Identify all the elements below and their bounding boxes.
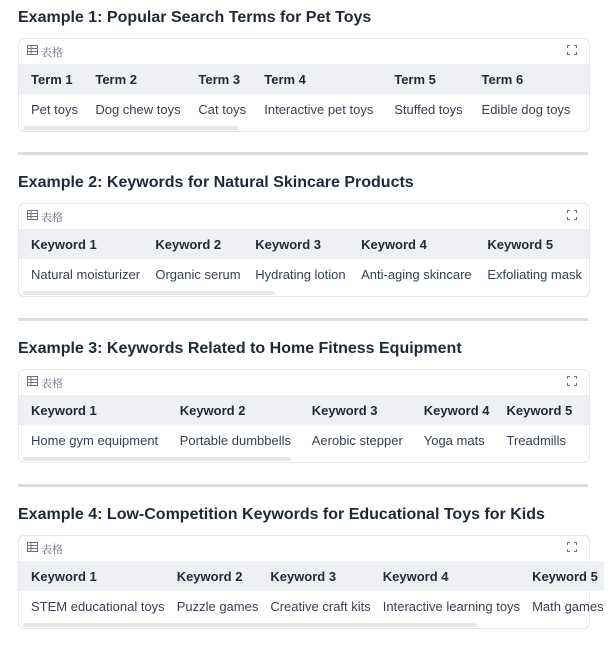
- scrollbar-thumb[interactable]: [23, 457, 291, 461]
- data-table: [19, 229, 589, 290]
- column-header: Keyword 3: [270, 568, 337, 584]
- table-row: [19, 259, 589, 290]
- column-header: Term 3: [198, 71, 241, 87]
- table-toolbar: [19, 204, 589, 229]
- column-header: Keyword 1: [31, 236, 97, 252]
- section: [18, 321, 594, 487]
- column-header: Keyword 4: [382, 568, 449, 584]
- table-cell: Puzzle games: [176, 599, 259, 614]
- table-cell: Aerobic stepper: [311, 433, 403, 448]
- horizontal-scrollbar[interactable]: [19, 622, 589, 629]
- table-cell: Pet toys: [31, 102, 78, 117]
- table-cell: Anti-aging skincare: [361, 267, 472, 282]
- header-row: [19, 395, 589, 425]
- table-toolbar: [19, 536, 589, 561]
- table-cell: Organic serum: [155, 267, 241, 282]
- table-icon: [27, 45, 38, 58]
- column-header: Term 5: [394, 71, 436, 87]
- column-header: Keyword 3: [311, 402, 378, 418]
- table-row: [19, 425, 589, 456]
- table-toolbar: [19, 39, 589, 64]
- expand-icon[interactable]: [567, 210, 577, 223]
- table-card: [18, 38, 590, 132]
- table-cell: Cat toys: [198, 102, 247, 117]
- table-row: [19, 591, 604, 622]
- column-header: Term 1: [31, 71, 73, 87]
- scrollbar-thumb[interactable]: [23, 291, 275, 295]
- expand-icon[interactable]: [567, 376, 577, 389]
- table-card: [18, 203, 590, 297]
- scrollbar-thumb[interactable]: [23, 126, 239, 130]
- column-header: Keyword 2: [179, 402, 246, 418]
- table-cell: Math games: [532, 599, 604, 614]
- column-header: Term 6: [481, 71, 524, 87]
- horizontal-scrollbar[interactable]: [19, 456, 589, 463]
- expand-icon[interactable]: [567, 542, 577, 555]
- expand-icon[interactable]: [567, 45, 577, 58]
- table-cell: Yoga mats: [423, 433, 485, 448]
- column-header: Keyword 1: [31, 568, 97, 584]
- table-cell: Interactive pet toys: [264, 102, 374, 117]
- data-table: [19, 395, 589, 456]
- section: [18, 155, 594, 321]
- table-card: [18, 369, 590, 463]
- column-header: Keyword 2: [155, 236, 222, 252]
- table-icon: [27, 376, 38, 389]
- table-icon: [27, 210, 38, 223]
- table-cell: Interactive learning toys: [382, 599, 521, 614]
- table-label: 表格: [41, 46, 63, 59]
- data-table: [19, 64, 589, 125]
- table-scroll[interactable]: [19, 64, 589, 125]
- table-cell: Creative craft kits: [270, 599, 371, 614]
- table-cell: Dog chew toys: [95, 102, 181, 117]
- section-title: Example 1: Popular Search Terms for Pet Toys: [18, 9, 372, 26]
- section-title: Example 3: Keywords Related to Home Fitness Equipment: [18, 340, 462, 357]
- column-header: Keyword 5: [487, 236, 554, 252]
- horizontal-scrollbar[interactable]: [19, 125, 589, 132]
- column-header: Keyword 5: [506, 402, 573, 418]
- column-header: Keyword 4: [423, 402, 490, 418]
- table-scroll[interactable]: [19, 561, 604, 622]
- column-header: Keyword 3: [255, 236, 322, 252]
- header-row: [19, 561, 604, 591]
- table-cell: Natural moisturizer: [31, 267, 141, 282]
- column-header: Term 2: [95, 71, 138, 87]
- column-header: Keyword 4: [361, 236, 427, 252]
- table-cell: Home gym equipment: [31, 433, 159, 448]
- table-scroll[interactable]: [19, 229, 589, 290]
- scrollbar-thumb[interactable]: [23, 623, 477, 627]
- column-header: Keyword 5: [532, 568, 598, 584]
- table-cell: Exfoliating mask: [487, 267, 582, 282]
- table-icon: [27, 542, 38, 555]
- table-cell: Portable dumbbells: [179, 433, 291, 448]
- table-cell: Treadmills: [506, 433, 566, 448]
- section-title: Example 2: Keywords for Natural Skincare Products: [18, 174, 414, 191]
- table-row: [19, 94, 589, 125]
- data-table: [19, 561, 604, 622]
- table-label: 表格: [41, 211, 63, 224]
- column-header: Keyword 2: [176, 568, 243, 584]
- table-toolbar: [19, 370, 589, 395]
- table-cell: Hydrating lotion: [255, 267, 346, 282]
- header-row: [19, 64, 589, 94]
- section-title: Example 4: Low-Competition Keywords for Educational Toys for Kids: [18, 506, 545, 523]
- column-header: Term 4: [264, 71, 306, 87]
- header-row: [19, 229, 589, 259]
- horizontal-scrollbar[interactable]: [19, 290, 589, 297]
- column-header: Keyword 1: [31, 402, 97, 418]
- table-label: 表格: [41, 543, 63, 556]
- table-card: [18, 535, 604, 629]
- table-cell: Edible dog toys: [481, 102, 571, 117]
- table-cell: Stuffed toys: [394, 102, 463, 117]
- section: [18, 487, 604, 629]
- section: [18, 0, 594, 155]
- table-scroll[interactable]: [19, 395, 589, 456]
- table-cell: STEM educational toys: [31, 599, 165, 614]
- table-label: 表格: [41, 377, 63, 390]
